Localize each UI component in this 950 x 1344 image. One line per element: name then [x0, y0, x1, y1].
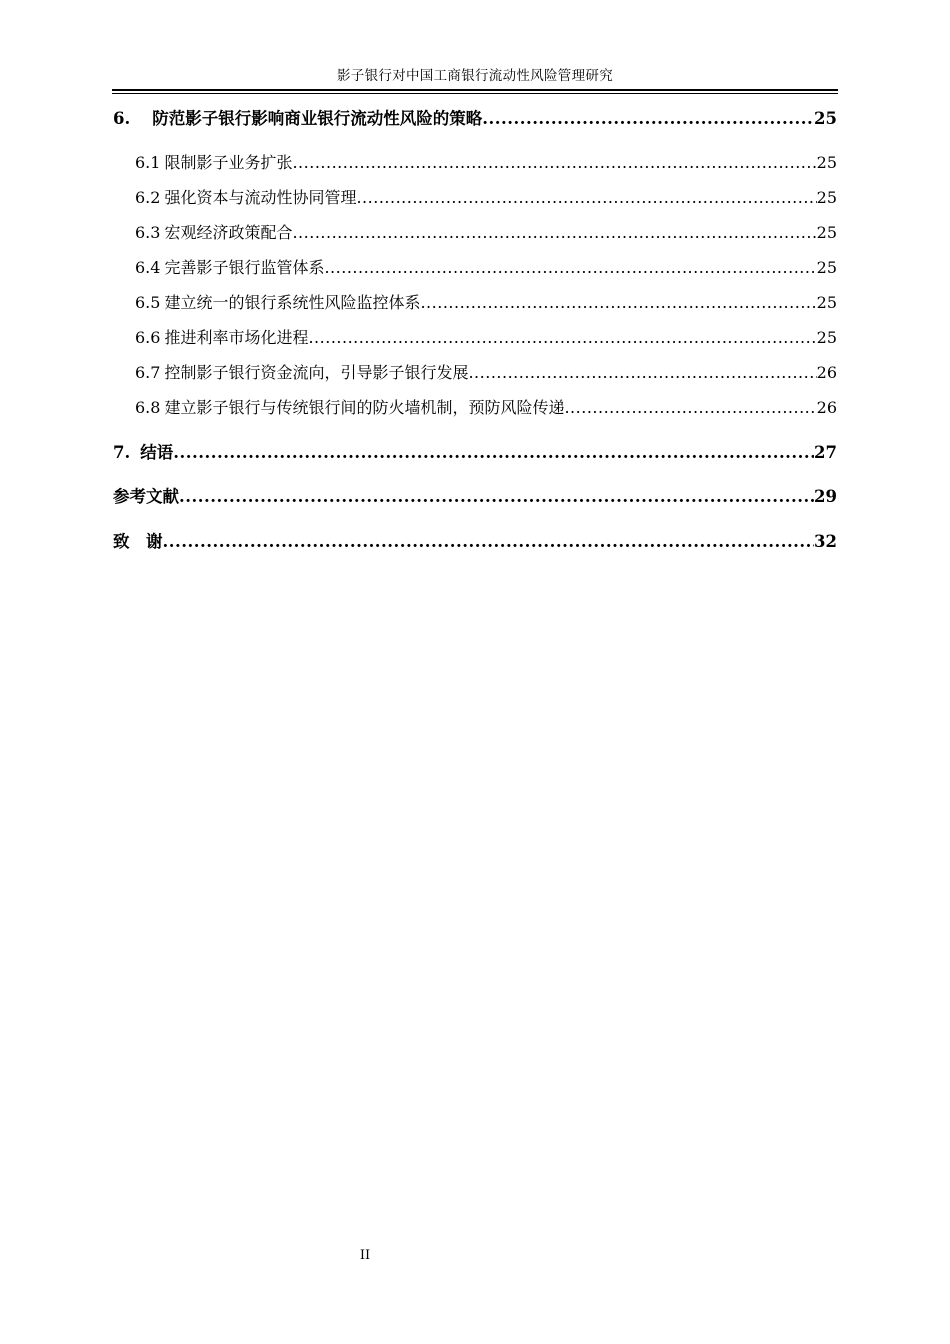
toc-entry-6-1[interactable] [135, 151, 837, 175]
toc-entry-6-6[interactable] [135, 326, 837, 350]
toc-entry-number: 6.2 [135, 188, 161, 207]
toc-dot-leader [420, 291, 816, 315]
toc-entry-page: 25 [816, 328, 837, 347]
header-rule-thin [112, 93, 838, 94]
toc-entry-page: 25 [816, 293, 837, 312]
toc-dot-leader [163, 530, 815, 554]
toc-entry-title: 建立影子银行与传统银行间的防火墙机制，预防风险传递 [164, 398, 565, 417]
toc-entry-number: 6. [113, 109, 131, 128]
toc-entry-title: 推进利率市场化进程 [164, 328, 309, 347]
page-number: II [359, 1248, 371, 1263]
toc-dot-leader [292, 221, 816, 245]
toc-entry-page: 25 [816, 258, 837, 277]
toc-entry-page: 25 [816, 188, 837, 207]
toc-entry-title: 结语 [140, 443, 174, 462]
toc-dot-leader [179, 485, 814, 509]
toc-entry-6-2[interactable] [135, 186, 837, 210]
toc-entry-page: 25 [814, 109, 837, 128]
toc-dot-leader [292, 151, 816, 175]
toc-entry-number: 6.6 [135, 328, 161, 347]
toc-entry-title: 致 谢 [113, 532, 163, 551]
toc-entry-6-7[interactable] [135, 361, 837, 385]
toc-dot-leader [564, 396, 816, 420]
toc-dot-leader [468, 361, 816, 385]
toc-entry-number: 6.1 [135, 153, 161, 172]
toc-entry-page: 27 [814, 443, 837, 462]
toc-entry-title: 完善影子银行监管体系 [164, 258, 325, 277]
toc-dot-leader [308, 326, 816, 350]
toc-entry-references[interactable] [113, 485, 837, 509]
toc-entry-title: 控制影子银行资金流向，引导影子银行发展 [164, 363, 469, 382]
toc-entry-7[interactable] [113, 441, 837, 465]
toc-entry-acknowledgements[interactable] [113, 530, 837, 554]
toc-entry-page: 32 [814, 532, 837, 551]
toc-dot-leader [482, 107, 814, 131]
toc-entry-title: 防范影子银行影响商业银行流动性风险的策略 [152, 109, 483, 128]
toc-entry-title: 限制影子业务扩张 [164, 153, 293, 172]
toc-entry-title: 参考文献 [113, 487, 179, 506]
header-rule-thick [112, 89, 838, 91]
toc-entry-page: 29 [814, 487, 837, 506]
toc-entry-page: 26 [816, 363, 837, 382]
toc-entry-6-8[interactable] [135, 396, 837, 420]
toc-entry-title: 建立统一的银行系统性风险监控体系 [164, 293, 421, 312]
toc-entry-number: 6.7 [135, 363, 161, 382]
toc-entry-number: 7. [113, 443, 131, 462]
toc-entry-number: 6.4 [135, 258, 161, 277]
toc-dot-leader [173, 441, 814, 465]
toc-entry-title: 强化资本与流动性协同管理 [164, 188, 357, 207]
toc-entry-page: 25 [816, 223, 837, 242]
toc-entry-page: 25 [816, 153, 837, 172]
toc-dot-leader [356, 186, 816, 210]
toc-dot-leader [324, 256, 816, 280]
toc-entry-number: 6.8 [135, 398, 161, 417]
header-title: 影子银行对中国工商银行流动性风险管理研究 [337, 68, 613, 84]
toc-entry-number: 6.3 [135, 223, 161, 242]
toc-entry-page: 26 [816, 398, 837, 417]
toc-entry-6-4[interactable] [135, 256, 837, 280]
toc-entry-6-5[interactable] [135, 291, 837, 315]
toc-entry-6-3[interactable] [135, 221, 837, 245]
toc-entry-6[interactable] [113, 107, 837, 131]
toc-entry-number: 6.5 [135, 293, 161, 312]
toc-entry-title: 宏观经济政策配合 [164, 223, 293, 242]
